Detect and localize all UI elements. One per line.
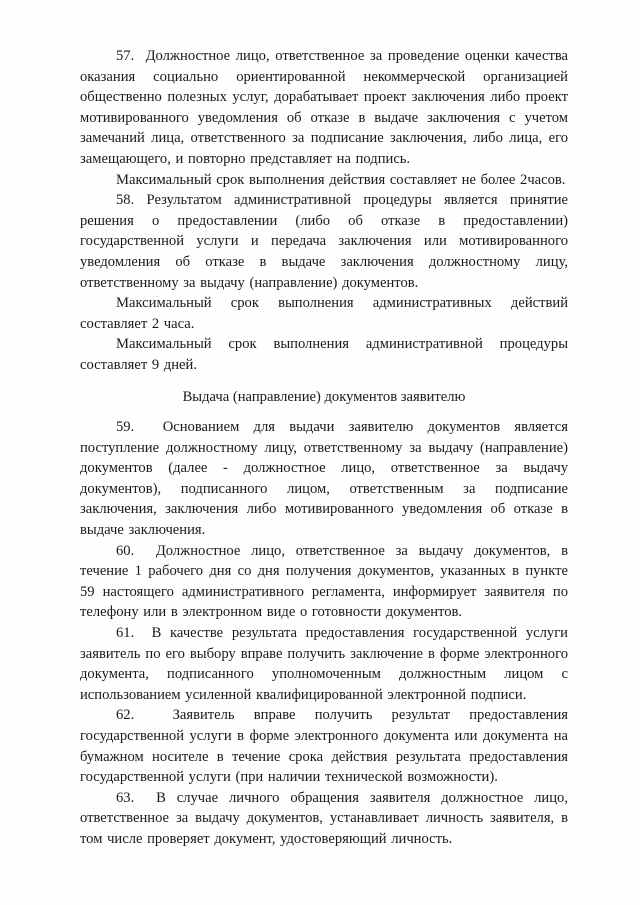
- paragraph-57-deadline: Максимальный срок выполнения действия составляет не более 2часов.: [116, 171, 566, 188]
- paragraph-61: 61. В качестве результата предоставления государственной услуги заявитель по его выбору вправе получить заключение в форме электронного документа, подписанного уполномоченным должностным лицом с использованием усиленной квалифицированной электронной подписи.: [80, 625, 568, 703]
- paragraph-62: 62. Заявитель вправе получить результат предоставления государственной услуги в форме электронного документа или документа на бумажном носителе в течение срока действия результата предоставления государственной услуги (при наличии технической возможности).: [80, 707, 568, 786]
- paragraph-57: 57. Должностное лицо, ответственное за проведение оценки качества оказания социально ориентированной некоммерческой организацией общественно полезных услуг, дорабатывает проект заключения либо проект мотивированного уведомления об отказе в выдаче заключения с учетом замечаний лица, ответственного за подписание заключения, либо лица, его замещающего, и повторно представляет на подпись.: [80, 48, 568, 167]
- spacer: [80, 376, 568, 378]
- paragraph-58: 58. Результатом административной процедуры является принятие решения о предоставлении (либо об отказе в предоставлении) государственной услуги и передача заключения или мотивированного уведомления об отказе в выдаче заключения должностному лицу, ответственному за выдачу (направление) документов.: [80, 192, 568, 291]
- paragraph-58-deadline-actions: Максимальный срок выполнения административных действий составляет 2 часа.: [80, 295, 568, 332]
- paragraph-60: 60. Должностное лицо, ответственное за выдачу документов, в течение 1 рабочего дня со дня получения документов, указанных в пункте 59 настоящего административного регламента, информирует заявителя по телефону или в электронном виде о готовности документов.: [80, 542, 568, 621]
- paragraph-58-deadline-procedure: Максимальный срок выполнения административной процедуры составляет 9 дней.: [80, 336, 568, 373]
- document-body: [80, 46, 568, 850]
- paragraph-59: 59. Основанием для выдачи заявителю документов является поступление должностному лицу, ответственному за выдачу (направление) документов (далее - должностное лицо, ответственное за выдачу документов), подписанного лицом, ответственным за подписание заключения, заключения либо мотивированного уведомления об отказе в выдаче заключения.: [80, 419, 568, 539]
- paragraph-63: 63. В случае личного обращения заявителя должностное лицо, ответственное за выдачу документов, устанавливает личность заявителя, в том числе проверяет документ, удостоверяющий личность.: [80, 789, 568, 847]
- section-heading: Выдача (направление) документов заявителю: [182, 388, 466, 405]
